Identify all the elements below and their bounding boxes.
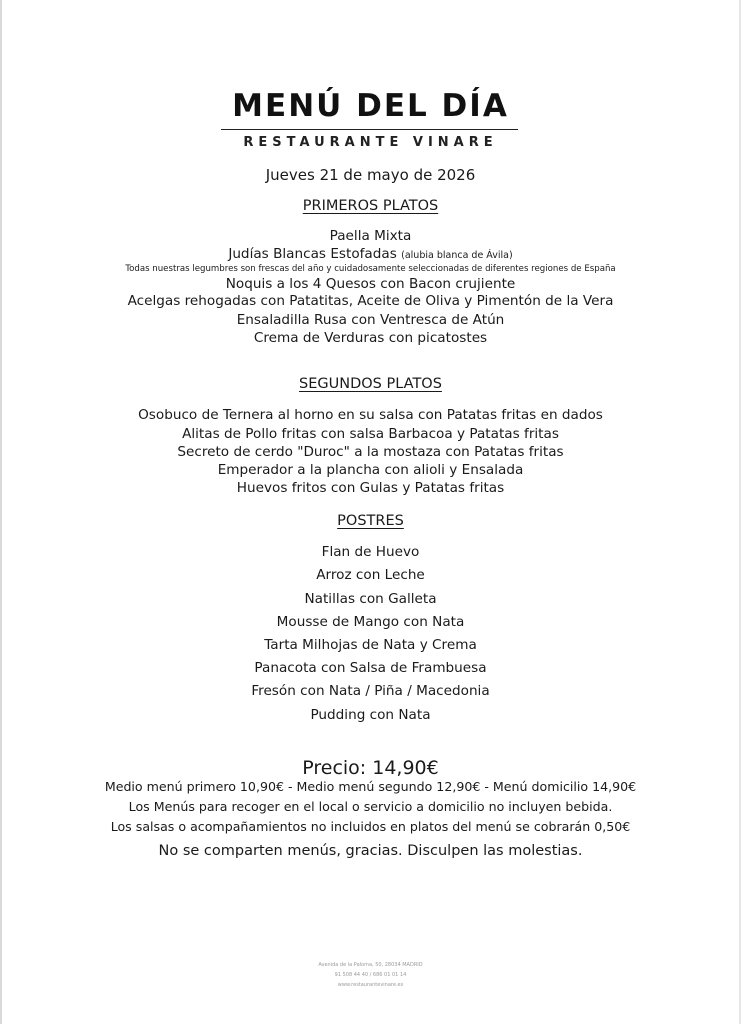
price: Precio: 14,90€ [302, 757, 439, 779]
dish-item: Noquis a los 4 Quesos con Bacon crujiente [225, 276, 516, 292]
dish-note: (alubia blanca de Ávila) [401, 250, 513, 261]
footer-address: Avenida de la Paloma, 50, 28034 MADRID [318, 962, 423, 968]
dish-item: Acelgas rehogadas con Patatitas, Aceite de Oliva y Pimentón de la Vera [127, 293, 614, 309]
dish-item: Huevos fritos con Gulas y Patatas fritas [236, 480, 505, 496]
legumbres-note: Todas nuestras legumbres son frescas del año y cuidadosamente seleccionadas de diferentes regiones de España [125, 264, 616, 274]
dish-item-judias [0, 246, 741, 262]
dessert-item: Mousse de Mango con Nata [276, 614, 465, 630]
sauces-note: Los salsas o acompañamientos no incluidos en platos del menú se cobrarán 0,50€ [110, 819, 631, 834]
section-heading-segundos: SEGUNDOS PLATOS [299, 376, 442, 392]
dessert-item: Pudding con Nata [310, 707, 431, 723]
section-heading-primeros: PRIMEROS PLATOS [302, 198, 439, 214]
sharing-note: No se comparten menús, gracias. Disculpen las molestias. [158, 843, 583, 859]
dessert-item: Fresón con Nata / Piña / Macedonia [251, 683, 490, 699]
dish-item: Secreto de cerdo "Duroc" a la mostaza con Patatas fritas [177, 444, 564, 460]
half-menu-prices: Medio menú primero 10,90€ - Medio menú segundo 12,90€ - Menú domicilio 14,90€ [104, 779, 637, 794]
title-divider [221, 129, 518, 130]
menu-date: Jueves 21 de mayo de 2026 [265, 166, 476, 184]
dish-item: Crema de Verduras con picatostes [253, 330, 488, 346]
section-heading-postres: POSTRES [337, 513, 404, 529]
dessert-item: Panacota con Salsa de Frambuesa [254, 660, 487, 676]
dish-item: Alitas de Pollo fritas con salsa Barbacoa y Patatas fritas [182, 426, 559, 442]
drinks-note: Los Menús para recoger en el local o servicio a domicilio no incluyen bebida. [128, 799, 613, 814]
dessert-item: Arroz con Leche [316, 567, 425, 583]
restaurant-name: RESTAURANTE VINARE [243, 135, 498, 150]
dish-item: Ensaladilla Rusa con Ventresca de Atún [236, 312, 505, 328]
dessert-item: Natillas con Galleta [304, 591, 437, 607]
menu-title: MENÚ DEL DÍA [232, 88, 509, 124]
page-left-edge [0, 0, 2, 1024]
dish-item: Emperador a la plancha con alioli y Ensalada [217, 462, 524, 478]
dish-item: Osobuco de Ternera al horno en su salsa con Patatas fritas en dados [138, 407, 603, 423]
dessert-item: Flan de Huevo [321, 544, 420, 560]
dish-item: Judías Blancas Estofadas [228, 246, 397, 262]
dessert-item: Tarta Milhojas de Nata y Crema [264, 637, 477, 653]
footer-web: www.restaurantevinare.es [337, 982, 404, 988]
footer-phones: 91 508 44 40 / 686 01 01 14 [334, 972, 407, 978]
dish-item: Paella Mixta [329, 228, 412, 244]
